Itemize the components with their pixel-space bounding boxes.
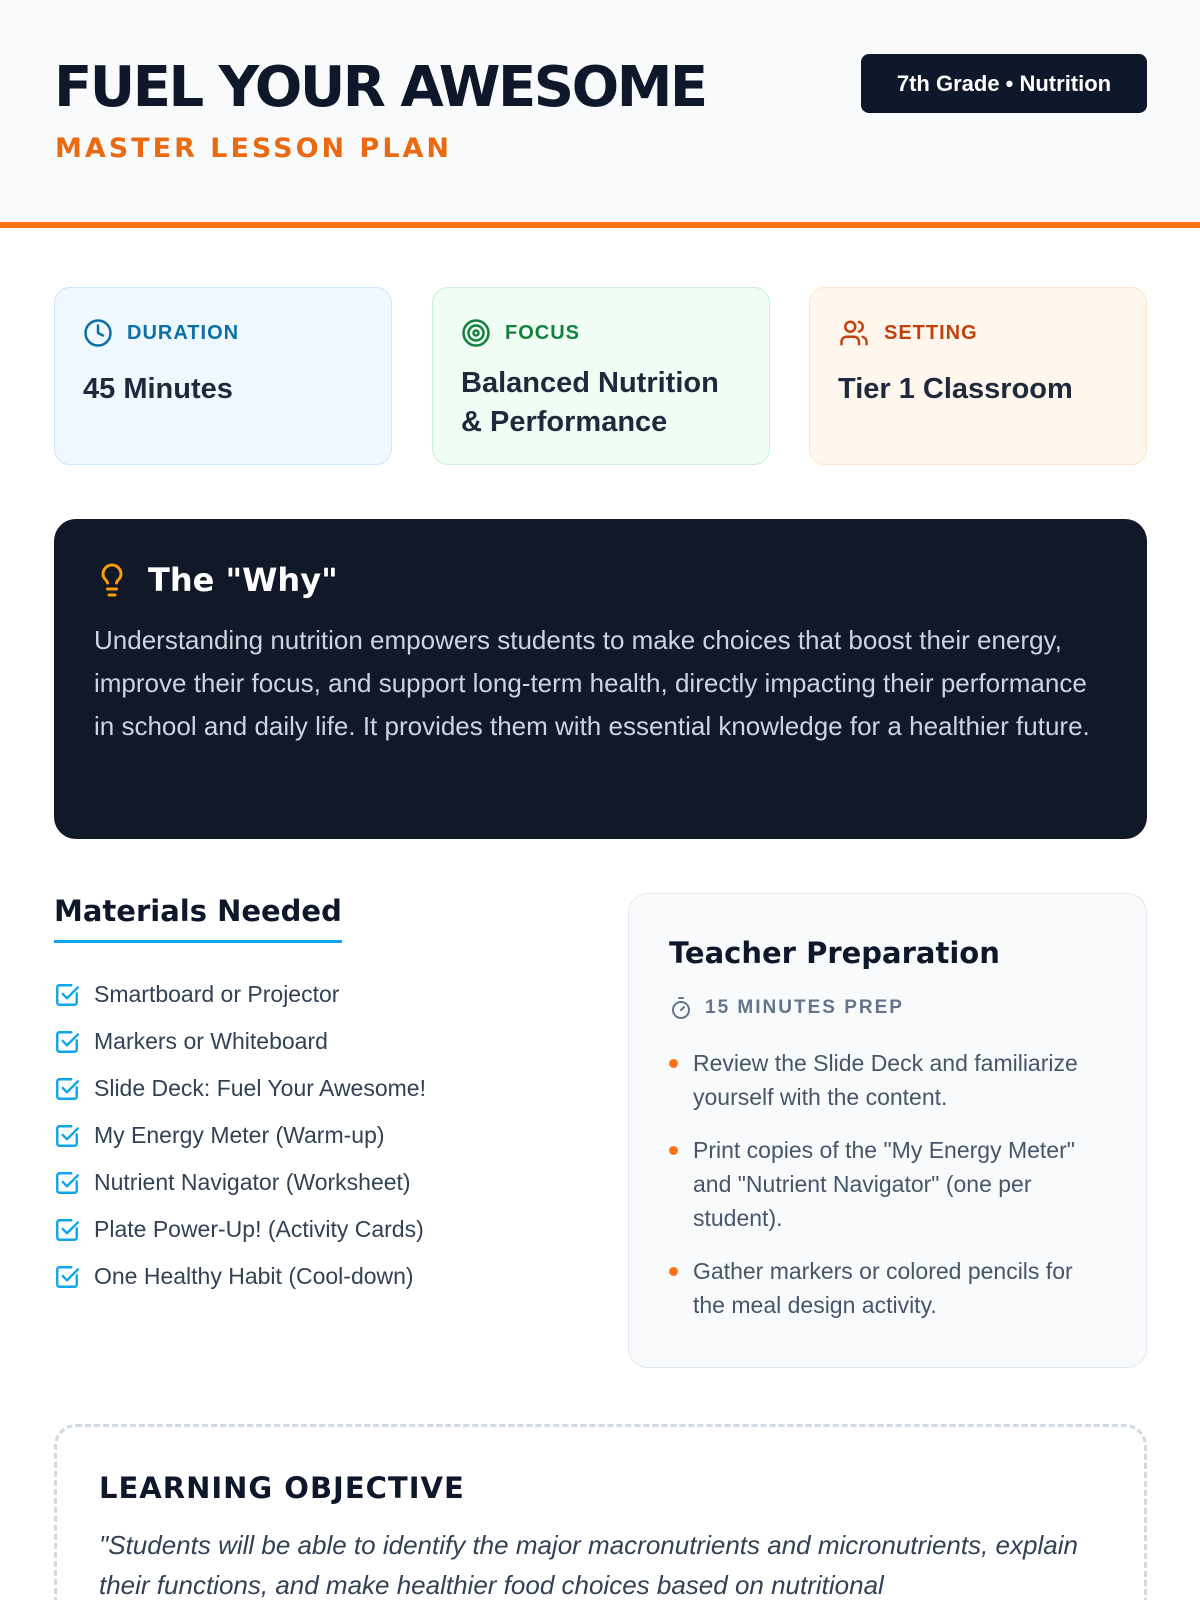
- duration-label: DURATION: [127, 321, 240, 344]
- focus-value-line-1: Balanced Nutrition: [461, 367, 719, 399]
- lightbulb-icon: [94, 561, 130, 599]
- material-label: My Energy Meter (Warm-up): [94, 1122, 385, 1148]
- material-label: Smartboard or Projector: [94, 981, 340, 1007]
- focus-label-row: [461, 318, 741, 348]
- material-label: Slide Deck: Fuel Your Awesome!: [94, 1075, 426, 1101]
- setting-label: SETTING: [884, 321, 978, 344]
- page-subtitle: MASTER LESSON PLAN: [55, 133, 453, 164]
- prep-item: Review the Slide Deck and familiarize yourself with the content.: [669, 1046, 1106, 1114]
- material-item: [54, 1206, 574, 1253]
- material-label: Plate Power-Up! (Activity Cards): [94, 1216, 424, 1242]
- checkbox-checked-icon: [54, 1076, 80, 1102]
- clock-icon: [83, 318, 113, 348]
- duration-value: 45 Minutes: [83, 373, 233, 405]
- prep-meta: [669, 996, 1106, 1020]
- checkbox-checked-icon: [54, 1170, 80, 1196]
- learning-objective: [54, 1424, 1147, 1600]
- why-title: The "Why": [148, 561, 338, 599]
- users-icon: [838, 318, 870, 348]
- setting-card: [809, 287, 1147, 465]
- focus-card: [432, 287, 770, 465]
- objective-title: LEARNING OBJECTIVE: [99, 1471, 465, 1505]
- focus-label: FOCUS: [505, 321, 580, 344]
- materials-title: Materials Needed: [54, 894, 342, 943]
- checkbox-checked-icon: [54, 1123, 80, 1149]
- materials-section: [54, 894, 574, 1300]
- page-title: FUEL YOUR AWESOME: [54, 55, 706, 120]
- material-label: Markers or Whiteboard: [94, 1028, 328, 1054]
- duration-card: [54, 287, 392, 465]
- materials-list: [54, 971, 574, 1300]
- material-item: [54, 1159, 574, 1206]
- prep-item: Print copies of the "My Energy Meter" and "Nutrient Navigator" (one per student).: [669, 1133, 1106, 1235]
- why-heading: [94, 561, 1107, 599]
- material-label: Nutrient Navigator (Worksheet): [94, 1169, 411, 1195]
- material-item: [54, 1112, 574, 1159]
- why-panel: [54, 519, 1147, 839]
- duration-label-row: [83, 318, 363, 348]
- teacher-prep-panel: [628, 893, 1147, 1368]
- stopwatch-icon: [669, 996, 693, 1020]
- setting-label-row: [838, 318, 1118, 348]
- checkbox-checked-icon: [54, 1029, 80, 1055]
- prep-item: Gather markers or colored pencils for the meal design activity.: [669, 1254, 1106, 1322]
- focus-value: [461, 364, 741, 442]
- setting-value: Tier 1 Classroom: [838, 373, 1073, 405]
- material-item: [54, 971, 574, 1018]
- target-icon: [461, 318, 491, 348]
- why-text: Understanding nutrition empowers students to make choices that boost their energy, improve their focus, and support long-term health, directly impacting their performance in school and daily life. It provides them with essential knowledge for a healthier future.: [94, 625, 1090, 741]
- checkbox-checked-icon: [54, 1217, 80, 1243]
- prep-title: Teacher Preparation: [669, 936, 1000, 970]
- material-item: [54, 1018, 574, 1065]
- material-label: One Healthy Habit (Cool-down): [94, 1263, 414, 1289]
- checkbox-checked-icon: [54, 982, 80, 1008]
- objective-text: "Students will be able to identify the major macronutrients and micronutrients, explain their functions, and make healthier food choices based on nutritional: [99, 1530, 1078, 1600]
- material-item: [54, 1065, 574, 1112]
- header: [0, 0, 1200, 228]
- material-item: [54, 1253, 574, 1300]
- focus-value-line-2: & Performance: [461, 406, 668, 438]
- checkbox-checked-icon: [54, 1264, 80, 1290]
- prep-list: [669, 1046, 1106, 1322]
- prep-duration: 15 MINUTES PREP: [705, 997, 904, 1018]
- grade-badge: 7th Grade • Nutrition: [861, 54, 1147, 113]
